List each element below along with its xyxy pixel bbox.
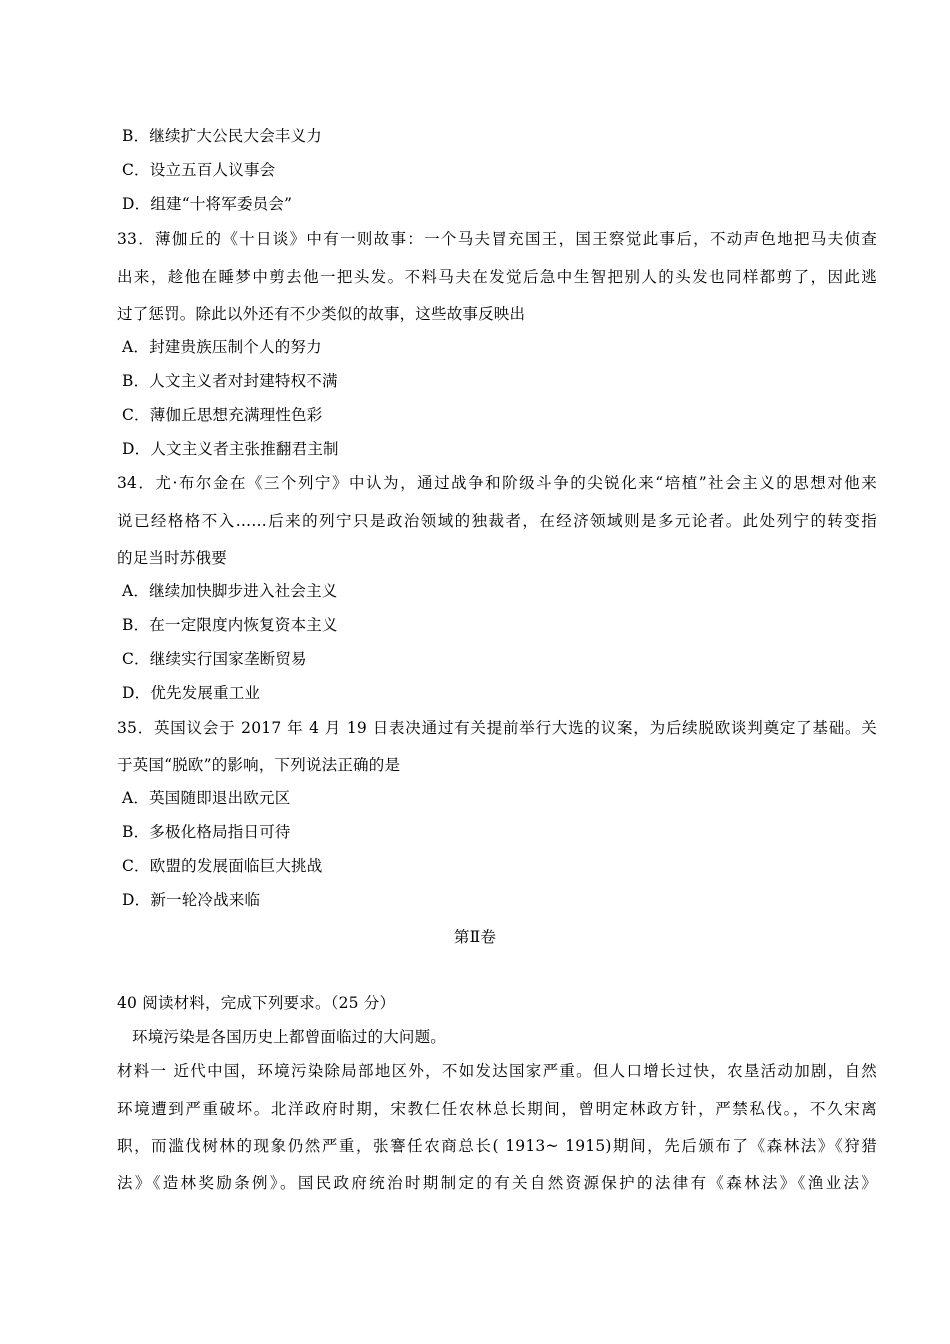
q35-option-c: C．欧盟的发展面临巨大挑战: [122, 857, 323, 875]
q33-option-c: C．薄伽丘思想充满理性色彩: [122, 406, 323, 424]
q34-stem-line-3: 的足当时苏俄要: [117, 549, 227, 567]
q33-option-b: B．人文主义者对封建特权不满: [122, 372, 338, 390]
q33-stem-line-1: 33．薄伽丘的《十日谈》中有一则故事：一个马夫冒充国王，国王察觉此事后，不动声色地把马夫侦查: [117, 230, 877, 248]
q34-option-c: C．继续实行国家垄断贸易: [122, 650, 307, 668]
q34-stem-line-2: 说已经格格不入……后来的列宁只是政治领域的独裁者，在经济领域则是多元论者。此处列宁的转变指: [117, 512, 877, 530]
q33-option-a: A．封建贵族压制个人的努力: [122, 338, 322, 356]
q34-option-d: D．优先发展重工业: [122, 684, 261, 702]
q33-stem-line-3: 过了惩罚。除此以外还有不少类似的故事，这些故事反映出: [117, 305, 526, 323]
q40-material-line-1: 材料一 近代中国，环境污染除局部地区外，不如发达国家严重。但人口增长过快，农垦活动加剧，自然: [117, 1062, 877, 1080]
q35-option-d: D．新一轮冷战来临: [122, 891, 261, 909]
q35-option-b: B．多极化格局指日可待: [122, 823, 291, 841]
q35-option-a: A．英国随即退出欧元区: [122, 789, 291, 807]
q40-intro: 环境污染是各国历史上都曾面临过的大问题。: [132, 1028, 447, 1046]
q40-material-line-2: 环境遭到严重破坏。北洋政府时期，宋教仁任农林总长期间，曾明定林政方针，严禁私伐。，不久宋离: [117, 1100, 877, 1118]
q32-option-c: C．设立五百人议事会: [122, 161, 276, 179]
section-title: 第Ⅱ卷: [453, 928, 497, 946]
q32-option-b: B．继续扩大公民大会丰义力: [122, 127, 322, 145]
q33-option-d: D．人文主义者主张推翻君主制: [122, 440, 339, 458]
q34-stem-line-1: 34．尤·布尔金在《三个列宁》中认为，通过战争和阶级斗争的尖锐化来“培植”社会主义的思想对他来: [117, 474, 877, 492]
q33-stem-line-2: 出来，趁他在睡梦中剪去他一把头发。不料马夫在发觉后急中生智把别人的头发也同样都剪了，因此逃: [117, 268, 877, 286]
q40-material-line-3: 职，而滥伐树林的现象仍然严重，张謇任农商总长( 1913~ 1915)期间，先后颁布了《森林法》《狩猎: [117, 1137, 877, 1155]
q40-material-line-4: 法》《造林奖励条例》。国民政府统治时期制定的有关自然资源保护的法律有《森林法》《渔业法》: [117, 1174, 877, 1192]
q34-option-b: B．在一定限度内恢复资本主义: [122, 616, 338, 634]
q35-stem-line-2: 于英国“脱欧”的影响，下列说法正确的是: [117, 756, 401, 774]
q32-option-d: D．组建“十将军委员会”: [122, 195, 293, 213]
q34-option-a: A．继续加快脚步进入社会主义: [122, 582, 338, 600]
q40-heading: 40 阅读材料，完成下列要求。（25 分）: [117, 994, 396, 1012]
q35-stem-line-1: 35．英国议会于 2017 年 4 月 19 日表决通过有关提前举行大选的议案，为后续脱欧谈判奠定了基础。关: [117, 719, 877, 737]
